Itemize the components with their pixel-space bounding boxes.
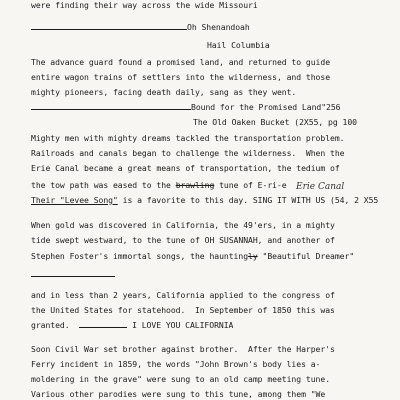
handwritten-annotation xyxy=(296,174,344,193)
text-line: tide swept westward, to the tune of OH SUSANNAH, and another of xyxy=(31,235,335,245)
blank-underline xyxy=(31,29,187,30)
blank-underline xyxy=(31,276,115,277)
text-line: the United States for statehood. In September of 1850 this was xyxy=(31,305,335,315)
blank-underline xyxy=(31,109,191,110)
text-line: moldering in the grave" were sung to an old camp meeting tune. xyxy=(31,374,331,384)
text-line xyxy=(31,180,287,190)
text-fragment: tune of E-ri-e xyxy=(214,180,287,190)
song-cue-line xyxy=(31,320,233,330)
text-fragment: granted. xyxy=(31,320,70,330)
song-cue-line xyxy=(31,22,250,32)
song-title: I LOVE YOU CALIFORNIA xyxy=(132,320,234,330)
song-title: Oh Shenandoah xyxy=(187,22,250,32)
text-line xyxy=(31,195,378,205)
text-fragment: is a favorite to this day. SING IT WITH US (54, 2 X55 xyxy=(117,195,379,205)
text-fragment: Stephen Foster's immortal songs, the haunting xyxy=(31,251,249,261)
text-line: and in less than 2 years, California applied to the congress of xyxy=(31,290,335,300)
text-fragment: the tow path was eased to the xyxy=(31,180,176,190)
text-fragment: "Beautiful Dreamer" xyxy=(257,251,355,261)
text-line: When gold was discovered in California, the 49'ers, in a mighty xyxy=(31,220,335,230)
text-line: Ferry incident in 1859, the words "John Brown's body lies a- xyxy=(31,359,321,369)
song-title: The Old Oaken Bucket (2X55, pg 100 xyxy=(193,117,357,127)
text-line: Mighty men with mighty dreams tackled the transportation problem. xyxy=(31,133,345,143)
song-title: Bound for the Promised Land"256 xyxy=(191,102,341,112)
text-line: Railroads and canals began to challenge the wilderness. When the xyxy=(31,148,345,158)
text-line: Soon Civil War set brother against brother. After the Harper's xyxy=(31,344,335,354)
text-line: Erie Canal became a great means of transportation, the tedium of xyxy=(31,163,340,173)
text-line xyxy=(31,251,354,261)
struck-word: brawling xyxy=(175,180,215,190)
text-line: entire wagon trains of settlers into the wilderness, and those xyxy=(31,72,331,82)
blank-underline xyxy=(79,327,127,328)
text-line: mighty pioneers, facing death daily, sang as they went. xyxy=(31,87,297,97)
text-line: Various other parodies were sung to this tune, among them "We xyxy=(31,389,326,399)
struck-word: ly xyxy=(248,251,258,261)
text-line: were finding their way across the wide Missouri xyxy=(31,0,258,10)
handwritten-text: Erie Canal xyxy=(296,182,345,192)
song-title: Hail Columbia xyxy=(207,40,270,50)
underlined-phrase: Their "Levee Song" xyxy=(31,195,118,205)
text-line: The advance guard found a promised land, and returned to guide xyxy=(31,57,331,67)
song-cue-line xyxy=(31,102,341,112)
